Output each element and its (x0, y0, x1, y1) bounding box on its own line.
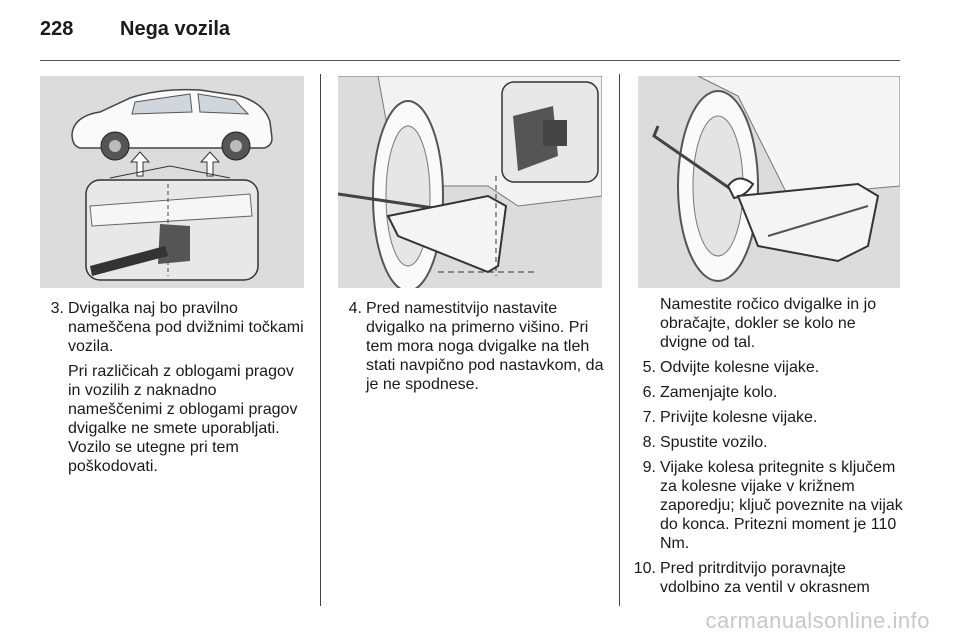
step-3-number: 3. (50, 300, 64, 317)
step-9-number: 9. (642, 459, 656, 476)
step-5 (632, 358, 904, 377)
step-5-text: Odvijte kolesne vijake. (660, 359, 820, 376)
step-10 (632, 559, 904, 597)
step-6-number: 6. (642, 384, 656, 401)
step-4 (338, 299, 608, 394)
column-divider-2 (619, 74, 620, 606)
figure-car-lift-points (40, 76, 304, 288)
jack-position-illustration (338, 76, 602, 288)
step-6-text: Zamenjajte kolo. (660, 384, 778, 401)
step-4-number: 4. (348, 300, 362, 317)
step-10-text: Pred pritrditvijo poravnajte vdolbino za ventil v okrasnem (660, 560, 870, 596)
step-3 (40, 299, 310, 356)
step-7 (632, 408, 904, 427)
crank-intro: Namestite ročico dvigalke in jo obračajte, dokler se kolo ne dvigne od tal. (660, 296, 877, 351)
step-8-number: 8. (642, 434, 656, 451)
step-3-text: Dvigalka naj bo pravilno nameščena pod dvižnimi točkami vozila. (68, 300, 304, 355)
page-number: 228 (40, 18, 74, 40)
step-9-text: Vijake kolesa pritegnite s ključem za kolesne vijake v križnem zaporedju; ključ poveznite na vijak do konca. Pritezni moment je 110 Nm. (660, 459, 903, 552)
step-7-number: 7. (642, 409, 656, 426)
column-3-text (632, 295, 904, 603)
step-7-text: Privijte kolesne vijake. (660, 409, 818, 426)
step-9 (632, 458, 904, 553)
step-10-number: 10. (633, 560, 656, 577)
watermark: carmanualsonline.info (705, 608, 930, 633)
step-8 (632, 433, 904, 452)
figure-jack-crank (638, 76, 900, 288)
step-8-text: Spustite vozilo. (660, 434, 768, 451)
step-4-text: Pred namestitvijo nastavite dvigalko na primerno višino. Pri tem mora noga dvigalke na tleh stati navpično pod nastavkom, da je ne spodnese. (366, 300, 604, 393)
page-header (40, 18, 230, 48)
figure-jack-position (338, 76, 602, 288)
page-title: Nega vozila (120, 18, 231, 40)
car-lift-points-illustration (40, 76, 304, 288)
column-1-text (40, 299, 310, 482)
column-divider-1 (320, 74, 321, 606)
step-3-note: Pri različicah z oblogami pragov in vozilih z naknadno nameščenimi z oblogami pragov dvigalke ne smete uporabljati. Vozilo se utegne pri tem poškodovati. (68, 363, 298, 475)
column-2-text (338, 299, 608, 400)
header-rule (40, 60, 900, 61)
step-6 (632, 383, 904, 402)
jack-crank-illustration (638, 76, 900, 288)
step-5-number: 5. (642, 359, 656, 376)
